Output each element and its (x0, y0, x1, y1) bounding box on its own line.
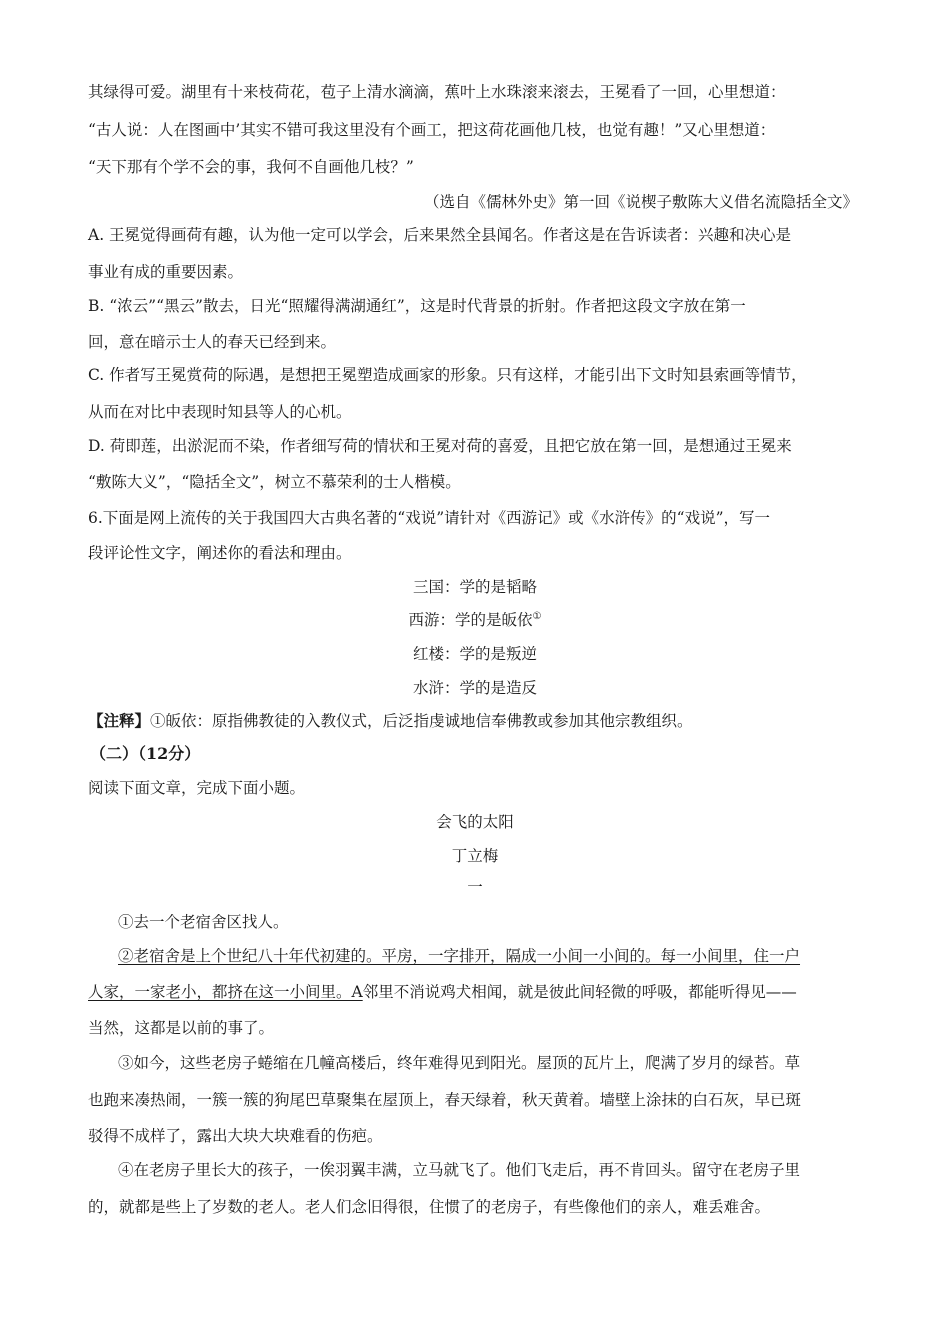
underlined-text: ②老宿舍是上个世纪八十年代初建的。平房，一字排开，隔成一小间一小间的。每一小间里，住一户 (118, 947, 801, 965)
underlined-text: 人家，一家老小，都挤在这一小间里。A (88, 983, 363, 1001)
option-a-line2: 事业有成的重要因素。 (88, 263, 244, 281)
footnote-mark: ① (532, 610, 542, 622)
article-paragraph-4: ④在老房子里长大的孩子，一俟羽翼丰满，立马就飞了。他们飞走后，再不肯回头。留守在老房子里 (118, 1161, 801, 1179)
article-paragraph-3-cont: 也跑来凑热闹，一簇一簇的狗尾巴草聚集在屋顶上，春天绿着，秋天黄着。墙壁上涂抹的白石灰，早已斑 (88, 1091, 802, 1109)
passage-line: 其绿得可爱。湖里有十来枝荷花，苞子上清水滴滴，蕉叶上水珠滚来滚去，王冕看了一回，心里想道： (88, 83, 786, 101)
poem-line: 红楼：学的是叛逆 (412, 645, 537, 663)
option-c-line2: 从而在对比中表现时知县等人的心机。 (88, 403, 352, 421)
passage-source: （选自《儒林外史》第一回《说楔子敷陈大义借名流隐括全文》 (423, 193, 858, 211)
poem-line: 西游：学的是皈依① (408, 610, 542, 629)
article-paragraph-1: ①去一个老宿舍区找人。 (118, 913, 289, 931)
question-6-line1: 6.下面是网上流传的关于我国四大古典名著的“戏说”请针对《西游记》或《水浒传》的“戏说”，写一 (88, 509, 770, 527)
article-title: 会飞的太阳 (436, 813, 514, 831)
option-d-line1: D. 荷即莲，出淤泥而不染，作者细写荷的情状和王冕对荷的喜爱，且把它放在第一回，是想通过王冕来 (88, 437, 792, 455)
option-c-line1: C. 作者写王冕赏荷的际遇，是想把王冕塑造成画家的形象。只有这样，才能引出下文时知县索画等情节， (88, 366, 807, 384)
article-paragraph-3: ③如今，这些老房子蜷缩在几幢高楼后，终年难得见到阳光。屋顶的瓦片上，爬满了岁月的绿苔。草 (118, 1054, 801, 1072)
section-instruction: 阅读下面文章，完成下面小题。 (88, 779, 306, 797)
passage-line: “古人说：人在图画中’其实不错可我这里没有个画工，把这荷花画他几枝，也觉有趣！”又心里想道： (88, 121, 776, 139)
article-author: 丁立梅 (451, 847, 499, 865)
article-paragraph-2 (118, 944, 894, 966)
question-6-line2: 段评论性文字，阐述你的看法和理由。 (88, 544, 352, 562)
annotation (88, 709, 864, 731)
option-b-line1: B. “浓云”“黑云”散去，日光“照耀得满湖通红”，这是时代背景的折射。作者把这段文字放在第一 (88, 297, 746, 315)
section-heading: （二）（12分） (90, 744, 201, 763)
annotation-label: 【注释】 (88, 711, 151, 730)
option-d-line2: “敷陈大义”，“隐括全文”，树立不慕荣利的士人楷模。 (88, 473, 461, 491)
poem-line: 三国：学的是韬略 (412, 578, 537, 596)
article-paragraph-2-cont: 人家，一家老小，都挤在这一小间里。A邻里不消说鸡犬相闻，就是彼此间轻微的呼吸，都能听得见—— (88, 983, 797, 1001)
article-paragraph-2-end: 当然，这都是以前的事了。 (88, 1019, 275, 1037)
passage-line: “天下那有个学不会的事，我何不自画他几枝？” (88, 158, 414, 176)
article-paragraph-3-end: 驳得不成样了，露出大块大块难看的伤疤。 (88, 1127, 383, 1145)
annotation-text: ①皈依：原指佛教徒的入教仪式，后泛指虔诚地信奉佛教或参加其他宗教组织。 (150, 712, 693, 730)
poem-line: 水浒：学的是造反 (412, 679, 537, 697)
option-b-line2: 回，意在暗示士人的春天已经到来。 (88, 333, 337, 351)
article-part: 一 (467, 878, 483, 896)
article-paragraph-4-cont: 的，就都是些上了岁数的老人。老人们念旧得很，住惯了的老房子，有些像他们的亲人，难丢难舍。 (88, 1198, 771, 1216)
option-a-line1: A. 王冕觉得画荷有趣，认为他一定可以学会，后来果然全县闻名。作者这是在告诉读者：兴趣和决心是 (88, 226, 792, 244)
